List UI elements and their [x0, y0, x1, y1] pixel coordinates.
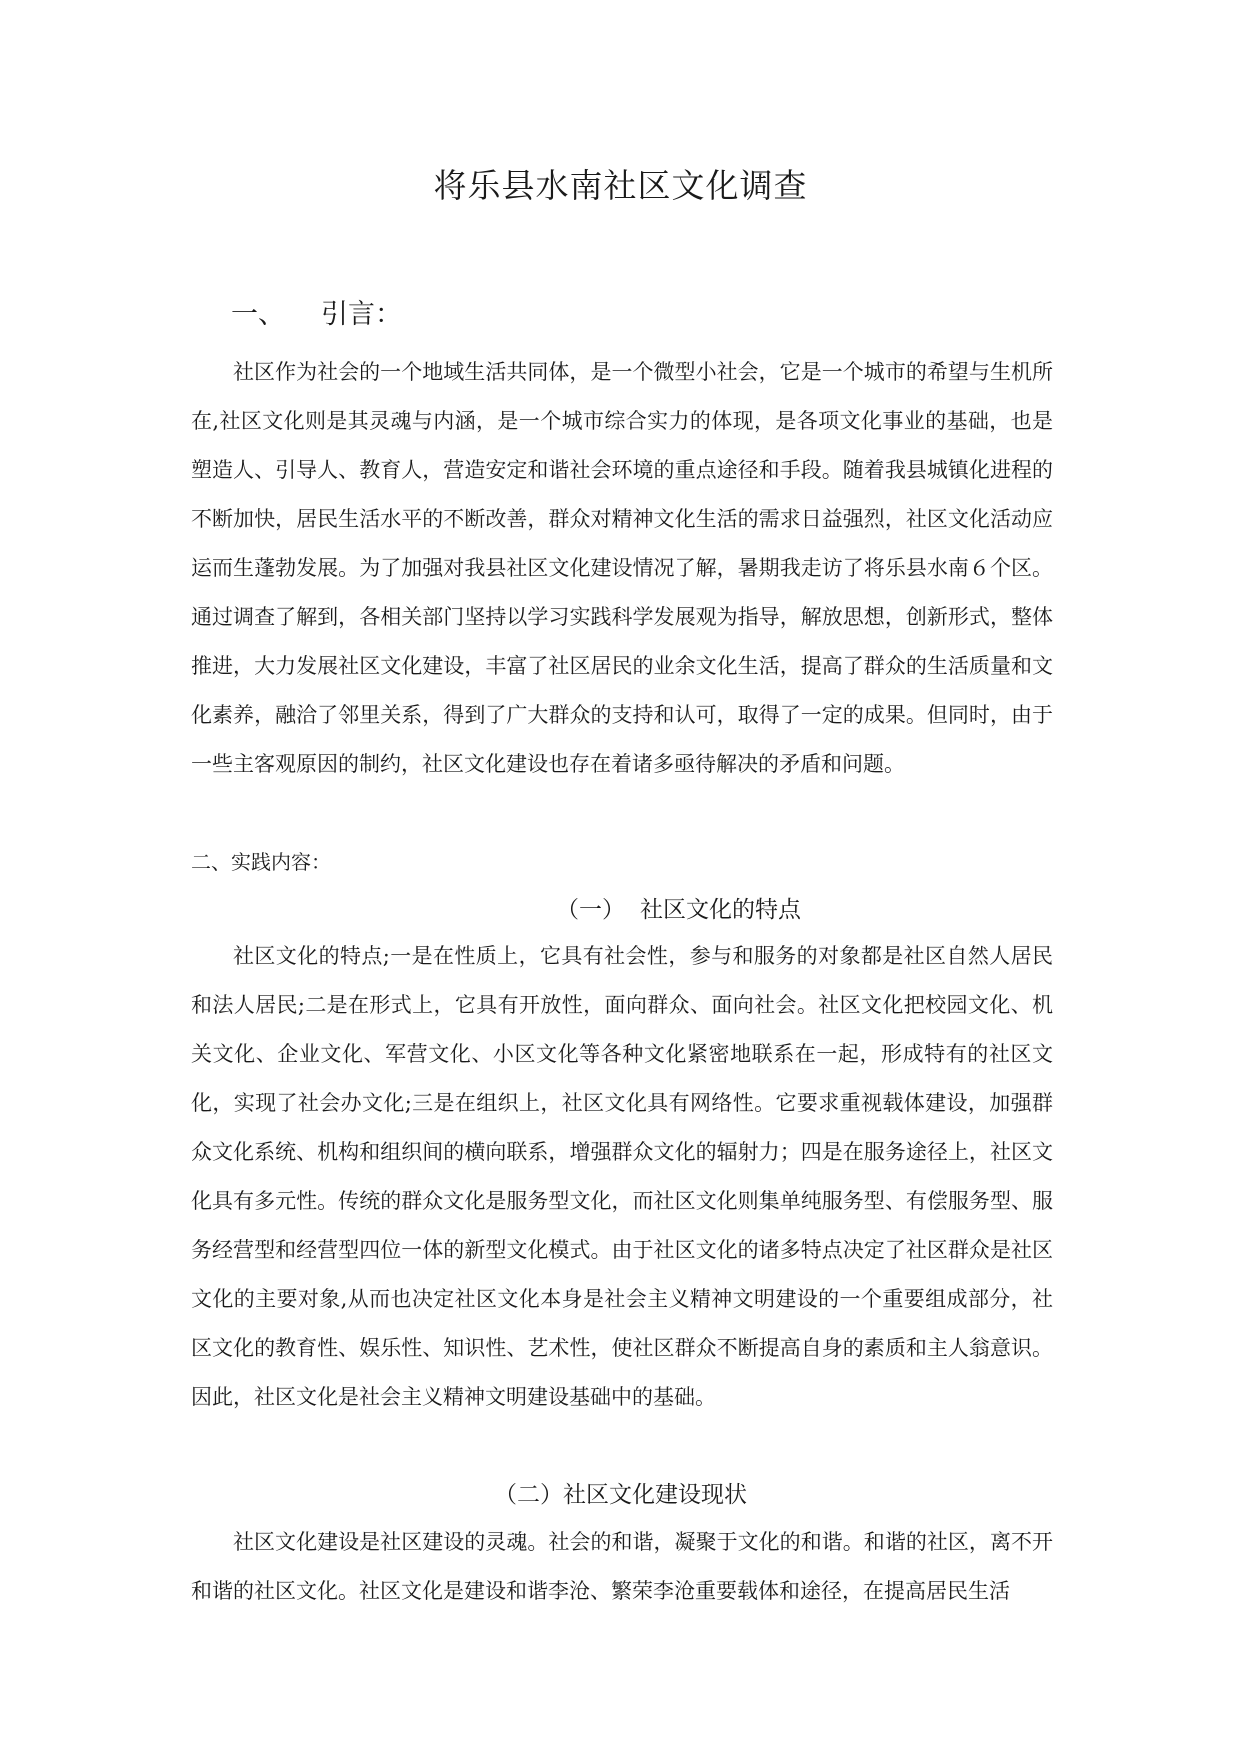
intro-paragraph: 社区作为社会的一个地域生活共同体，是一个微型小社会，它是一个城市的希望与生机所在,社区文化则是其灵魂与内涵，是一个城市综合实力的体现，是各项文化事业的基础，也是塑造人、引导人、教育人，营造安定和谐社会环境的重点途径和手段。随着我县城镇化进程的不断加快，居民生活水平的不断改善，群众对精神文化生活的需求日益强烈，社区文化活动应运而生蓬勃发展。为了加强对我县社区文化建设情况了解，暑期我走访了将乐县水南６个区。通过调查了解到，各相关部门坚持以学习实践科学发展观为指导，解放思想，创新形式，整体推进，大力发展社区文化建设，丰富了社区居民的业余文化生活，提高了群众的生活质量和文化素养，融洽了邻里关系，得到了广大群众的支持和认可，取得了一定的成果。但同时，由于一些主客观原因的制约，社区文化建设也存在着诸多亟待解决的矛盾和问题。: [191, 360, 1053, 776]
section-heading-practice: 二、实践内容：: [191, 850, 331, 874]
subsection-number: （一）: [556, 897, 625, 923]
features-paragraph: 社区文化的特点;一是在性质上，它具有社会性，参与和服务的对象都是社区自然人居民和法人居民;二是在形式上，它具有开放性，面向群众、面向社会。社区文化把校园文化、机关文化、企业文化、军营文化、小区文化等各种文化紧密地联系在一起，形成特有的社区文化，实现了社会办文化;三是在组织上，社区文化具有网络性。它要求重视载体建设，加强群众文化系统、机构和组织间的横向联系，增强群众文化的辐射力；四是在服务途径上，社区文化具有多元性。传统的群众文化是服务型文化，而社区文化则集单纯服务型、有偿服务型、服务经营型和经营型四位一体的新型文化模式。由于社区文化的诸多特点决定了社区群众是社区文化的主要对象,从而也决定社区文化本身是社会主义精神文明建设的一个重要组成部分，社区文化的教育性、娱乐性、知识性、艺术性，使社区群众不断提高自身的素质和主人翁意识。因此，社区文化是社会主义精神文明建设基础中的基础。: [191, 944, 1053, 1409]
section-heading-text: 引言：: [321, 299, 402, 330]
subsection-heading-features: [556, 890, 801, 930]
section-heading-intro: [231, 292, 402, 331]
page-title: 将乐县水南社区文化调查: [433, 166, 808, 205]
section-number: 一、: [231, 299, 285, 330]
subsection-heading-status: （二）社区文化建设现状: [494, 1482, 747, 1508]
subsection-heading-text: 社区文化的特点: [640, 897, 801, 923]
status-paragraph: 社区文化建设是社区建设的灵魂。社会的和谐，凝聚于文化的和谐。和谐的社区，离不开和谐的社区文化。社区文化是建设和谐李沧、繁荣李沧重要载体和途径，在提高居民生活: [191, 1530, 1053, 1603]
